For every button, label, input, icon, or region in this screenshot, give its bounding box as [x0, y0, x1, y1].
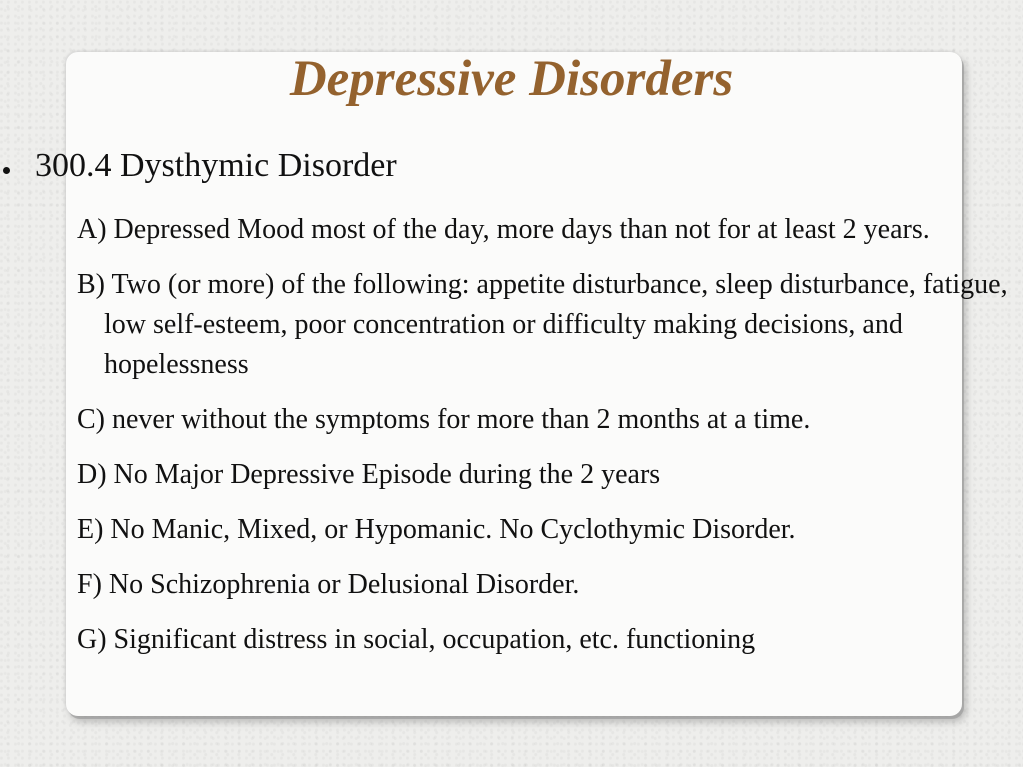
criterion-f: F) No Schizophrenia or Delusional Disorder.	[77, 569, 580, 600]
criterion-b: B) Two (or more) of the following: appetite disturbance, sleep disturbance, fatigue, low self-esteem, poor concentration or difficulty making decisions, and hopelessness	[77, 269, 1008, 380]
criteria-list	[77, 210, 1023, 675]
criterion-c: C) never without the symptoms for more than 2 months at a time.	[77, 404, 811, 435]
slide-title: Depressive Disorders	[289, 51, 734, 107]
bullet-dot-icon	[3, 167, 10, 174]
criterion-g: G) Significant distress in social, occupation, etc. functioning	[77, 624, 756, 655]
bullet-text: 300.4 Dysthymic Disorder	[35, 147, 397, 184]
criterion-e: E) No Manic, Mixed, or Hypomanic. No Cyclothymic Disorder.	[77, 514, 796, 545]
criterion-a: A) Depressed Mood most of the day, more days than not for at least 2 years.	[77, 214, 930, 245]
criterion-d: D) No Major Depressive Episode during the 2 years	[77, 459, 661, 490]
